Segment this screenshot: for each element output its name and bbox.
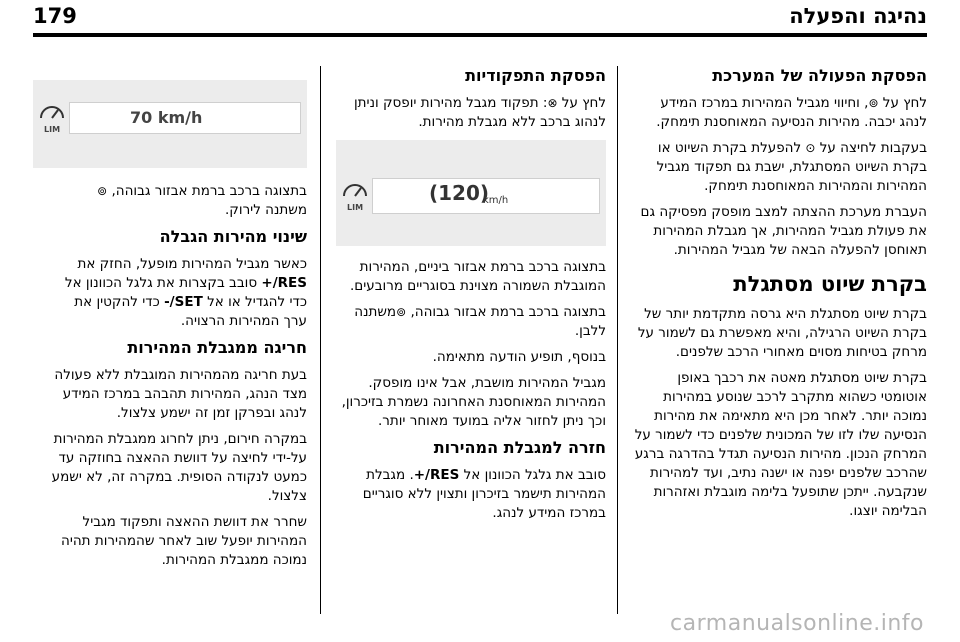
cluster-screen bbox=[372, 178, 600, 214]
heading-change-limit: שינוי מהירות הגבלה bbox=[159, 227, 307, 246]
column-divider-right bbox=[617, 66, 618, 614]
speedometer-limit-icon: LIM bbox=[342, 180, 368, 210]
paragraph-pause-2: בתצוגה ברכב ברמת אבזור ביניים, המהירות המוגבלת השמורה מצוינת בסוגריים מרובעים. bbox=[350, 259, 606, 294]
speed-limiter-icon: ⊚ bbox=[97, 184, 108, 198]
paragraph-change: כאשר מגביל המהירות מופעל, החזק את RES/+ סובב בקצרות את גלגל הכוונון אל כדי להגדיל או אל SET/- כדי להקטין את ערך המהירות הרצויה. bbox=[64, 256, 307, 329]
cruise-control-icon: ⊙ bbox=[805, 141, 816, 155]
column-left bbox=[33, 80, 307, 577]
heading-exceed-limit: חריגה ממגבלת המהירות bbox=[127, 338, 307, 357]
paragraph-acc-1: בקרת שיוט מסתגלת היא גרסה מתקדמת יותר של בקרת השיוט הרגילה, והיא מאפשרת גם לשמור על מרחק בטיחות מסוים מאחורי הרכב שלפנים. bbox=[637, 306, 927, 360]
page-header bbox=[0, 0, 960, 36]
paragraph-exceed-3: שחרר את דוושת ההאצה ותפקוד מגביל המהירות יופעל שוב לאחר שהמהירות תהיה נמוכה ממגבלת המהירות. bbox=[61, 514, 307, 568]
column-right bbox=[633, 60, 927, 528]
display-image-70 bbox=[33, 80, 307, 168]
speed-unit: km/h bbox=[483, 195, 509, 206]
cluster-screen bbox=[69, 102, 301, 134]
paragraph-pause-3: בתצוגה ברכב ברמת אבזור גבוהה, ⊚משתנה ללבן. bbox=[354, 304, 606, 339]
page-number: 179 bbox=[33, 4, 77, 28]
column-divider-left bbox=[320, 66, 321, 614]
paragraph-left-1: בתצוגה ברכב ברמת אבזור גבוהה, ⊚ משתנה לירוק. bbox=[97, 183, 307, 218]
heading-adaptive-cruise: בקרת שיוט מסתגלת bbox=[733, 272, 927, 296]
chapter-title: נהיגה והפעלה bbox=[789, 4, 927, 28]
column-middle bbox=[336, 60, 606, 530]
paragraph-exceed-2: במקרה חירום, ניתן לחרוג ממגבלת המהירות על-ידי לחיצה על דוושת ההאצה בחוזקה עד כמעט לנקודה הסופית. במקרה זה, לא ישמע צלצול. bbox=[51, 431, 307, 504]
header-rule bbox=[33, 33, 927, 37]
watermark: carmanualsonline.info bbox=[670, 611, 924, 636]
heading-pause: הפסקת התפקודיות bbox=[465, 66, 606, 85]
limit-speed-bracketed: (120) bbox=[429, 181, 490, 205]
paragraph-exceed-1: בעת חריגה מהמהירות המוגבלת ללא פעולה מצד הנהג, המהירות תהבהב במרכז המידע לנהג ובפרקן זמן זה ישמע צלצול. bbox=[54, 367, 307, 421]
limit-speed: 70 km/h bbox=[130, 108, 203, 127]
pause-limiter-icon: ⊗ bbox=[547, 96, 558, 110]
heading-return: חזרה למגבלת המהירות bbox=[433, 438, 606, 457]
speedometer-limit-icon: LIM bbox=[39, 102, 65, 132]
paragraph-pause-1: לחץ על ⊗: תפקוד מגבל מהירות יופסק וניתן לנהוג ברכב ללא מגבלת מהירות. bbox=[354, 95, 606, 130]
speed-limiter-icon: ⊚ bbox=[868, 96, 879, 110]
paragraph-pause-5: מגביל המהירות מושבת, אבל אינו מופסק. המהירות המאוחסנת האחרונה נשמרת בזיכרון, וכך ניתן לחזור אליה במועד מאוחר יותר. bbox=[341, 375, 606, 429]
paragraph-deact-3: העברת מערכת ההצתה למצב מופסק מפסיקה גם את פעולת מגביל המהירות, אך מגבלת המהירות תאוחסן להפעלה הבאה של מגביל המהירות. bbox=[640, 204, 927, 258]
paragraph-acc-2: בקרת שיוט מסתגלת מאטה את רכבך באופן אוטומטי כשהוא מתקרב לרכב שנוסע במהירות נמוכה יותר. לאחר מכן היא מתאימה את מהירות הנסיעה שלו לזו של המכונית שלפנים כדי לשמור על המרחק הנכון. מהירות הנסיעה תגדל בהדרגה ברגע שהרכב שלפנים יפנה או ישנה נתיב, ועד למהירות שנקבעה. ייתכן שתופעל בלימה מוגבלת ואזהרות הבלימה יוצגו. bbox=[634, 370, 927, 519]
display-image-brackets bbox=[336, 140, 606, 246]
paragraph-deact-2: בעקבות לחיצה על ⊙ להפעלת בקרת השיוט או בקרת השיוט המסתגלת, ישבת גם תפקוד מגביל המהירות והמהירות המאוחסנת תימחק. bbox=[656, 140, 927, 194]
paragraph-pause-4: בנוסף, תופיע הודעה מתאימה. bbox=[432, 349, 606, 365]
heading-deactivation: הפסקת הפעולה של המערכת bbox=[712, 66, 927, 85]
speed-limiter-icon: ⊚ bbox=[396, 305, 407, 319]
paragraph-return: סובב את גלגל הכוונון אל RES/+. מגבלת המהירות תישמר בזיכרון ותצוין ללא סוגריים במרכז המידע לנהג. bbox=[362, 467, 606, 521]
paragraph-deact-1: לחץ על ⊚, וחיווי מגביל המהירות במרכז המידע לנהג יכבה. מהירות הנסיעה המאוחסנת תימחק. bbox=[656, 95, 927, 130]
